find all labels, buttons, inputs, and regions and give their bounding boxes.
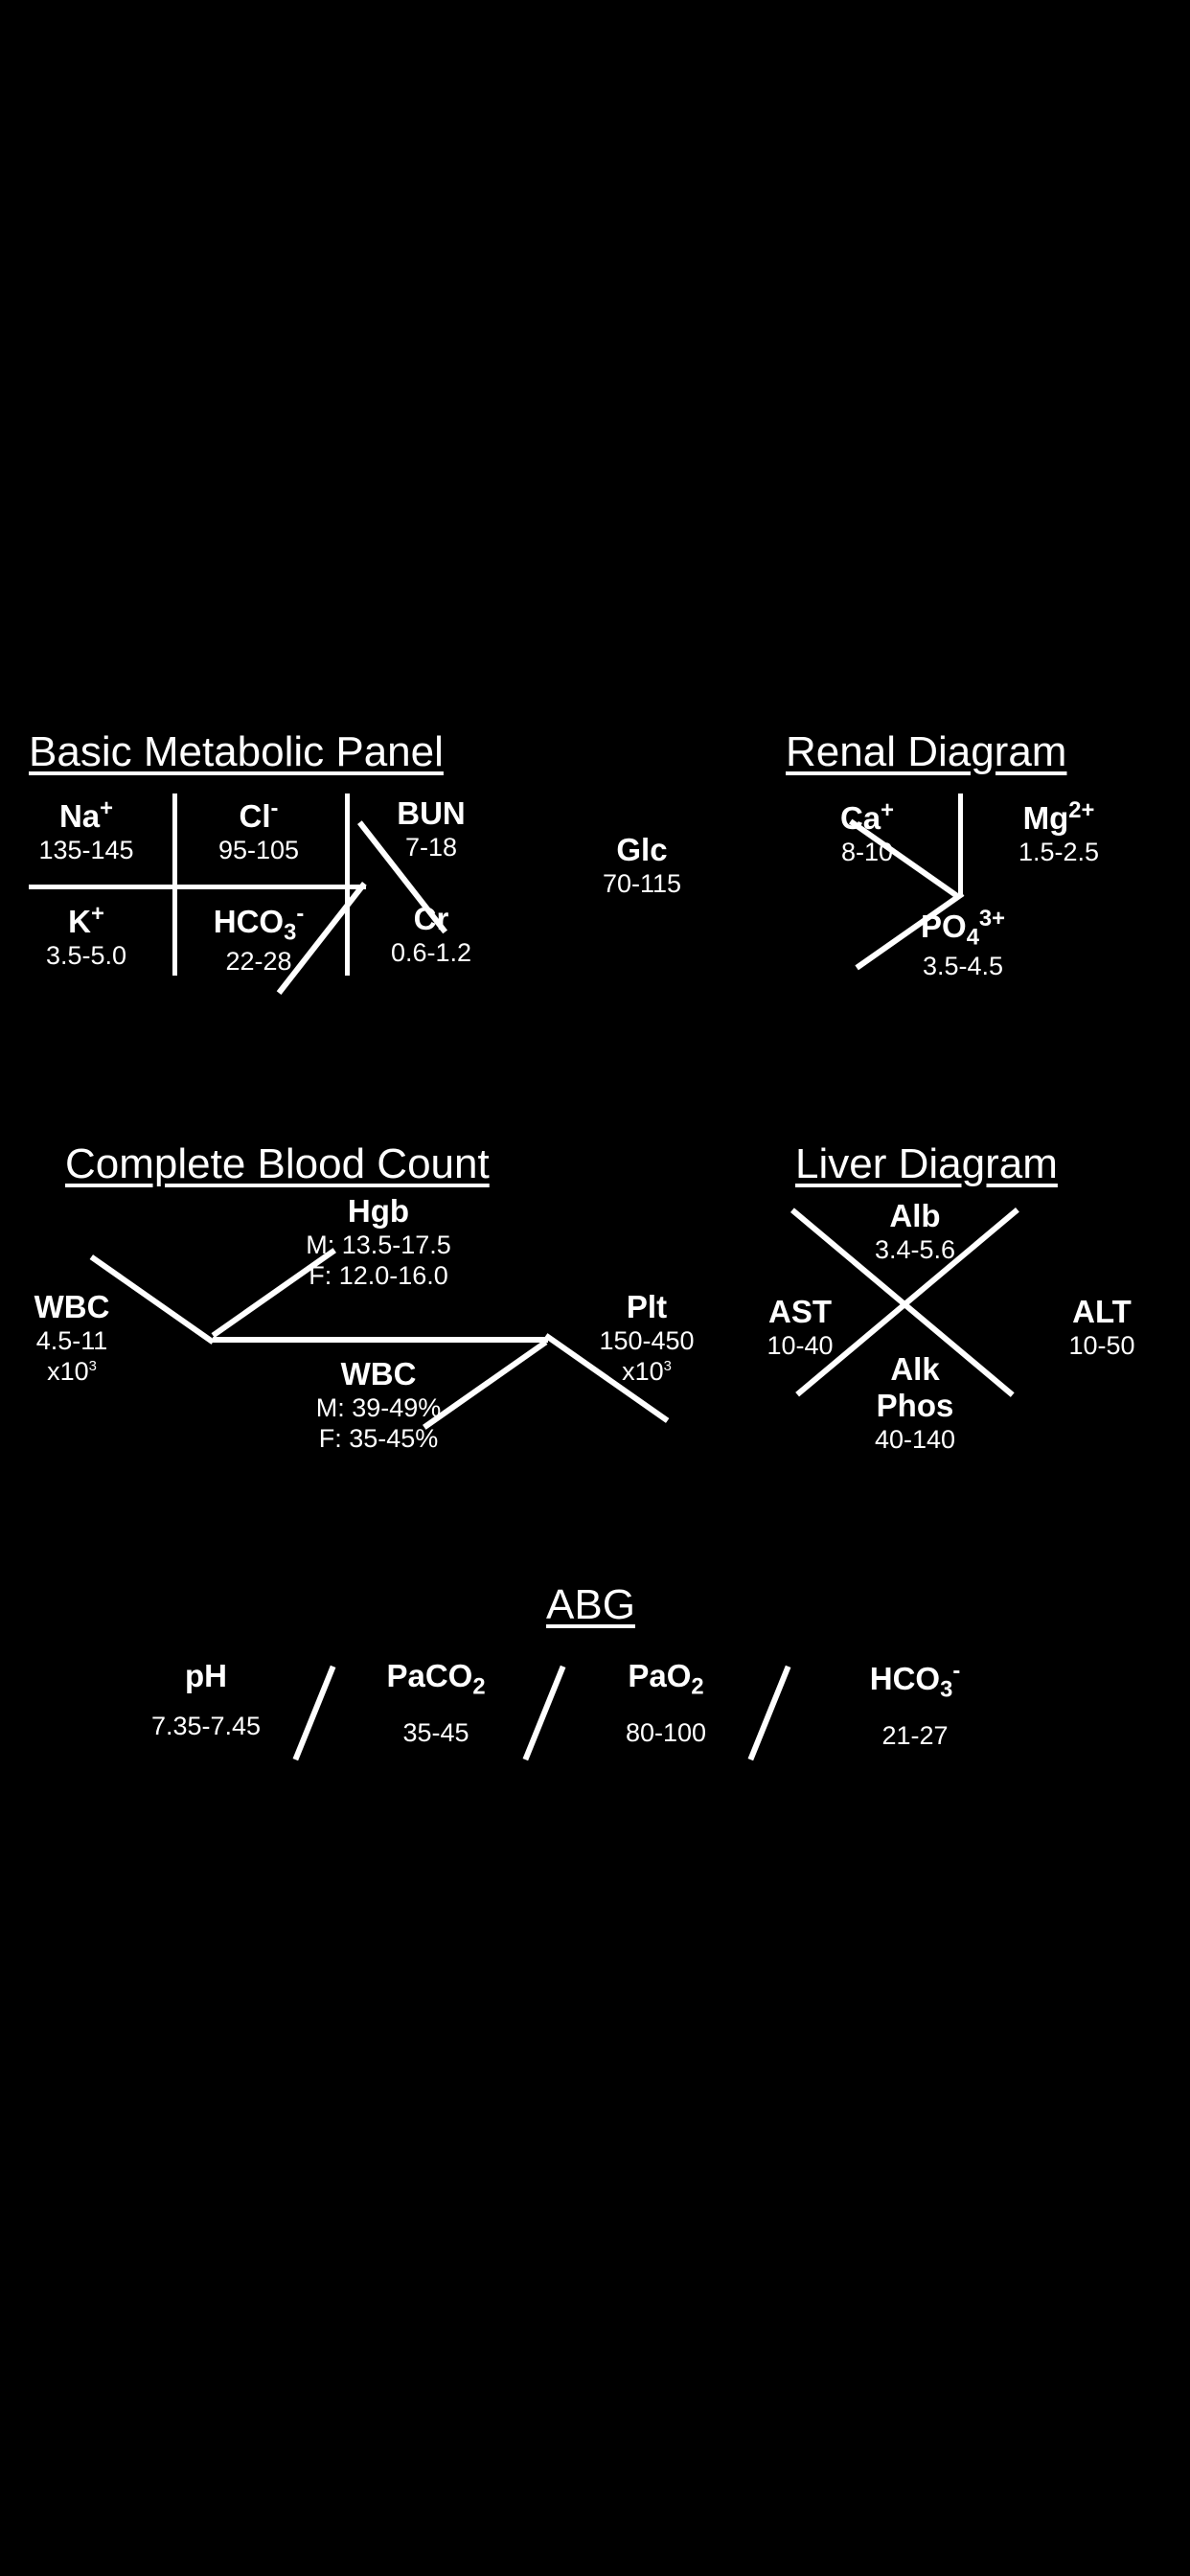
bmp-k-value: 3.5-5.0 — [45, 940, 127, 970]
renal-title: Renal Diagram — [786, 728, 1067, 775]
abg-item-ph — [105, 1658, 307, 1741]
liver-cell-alk-phos — [834, 1351, 996, 1455]
renal-vertical-line — [958, 794, 963, 894]
renal-cell-po4 — [877, 906, 1049, 981]
bmp-cr-label: Cr — [413, 901, 449, 936]
abg-ph-value: 7.35-7.45 — [150, 1712, 262, 1740]
bmp-k-label: K+ — [68, 901, 104, 939]
renal-diagram — [728, 728, 1179, 1112]
cbc-hgb-value-male: M: 13.5-17.5 — [306, 1230, 451, 1259]
abg-item-pao2 — [565, 1658, 767, 1748]
bmp-horizontal-line — [29, 885, 366, 889]
renal-po4-value: 3.5-4.5 — [922, 951, 1004, 980]
renal-cell-ca — [786, 797, 949, 867]
liver-alk-phos-label-line1: Alk — [890, 1351, 940, 1387]
liver-alk-phos-value: 40-140 — [874, 1424, 956, 1454]
renal-ca-value: 8-10 — [840, 837, 894, 866]
cbc-cell-wbc-diff — [220, 1356, 537, 1455]
cbc-wbc-unit: $x10^3$ — [47, 1357, 97, 1387]
renal-mg-value: 1.5-2.5 — [1018, 837, 1100, 866]
liver-cell-alb — [834, 1198, 996, 1265]
abg-ph-label: pH — [185, 1658, 227, 1693]
liver-cell-alt — [1016, 1294, 1188, 1361]
abg-item-hco3 — [805, 1658, 1025, 1751]
cbc-wbc-diff-value-male: M: 39-49% — [315, 1392, 442, 1422]
cbc-wbc-diff-value-female: F: 35-45% — [318, 1424, 439, 1454]
cbc-cell-wbc — [0, 1289, 153, 1388]
cbc-wbc-label: WBC — [34, 1289, 110, 1324]
bmp-na-label: Na+ — [58, 795, 114, 834]
abg-item-paco2 — [335, 1658, 537, 1748]
abg-pao2-value: 80-100 — [625, 1717, 707, 1747]
cbc-cell-plt — [561, 1289, 733, 1388]
bmp-na-value: 135-145 — [38, 835, 134, 864]
bmp-cl-label: Cl- — [239, 795, 279, 834]
bmp-hco3-label: $HCO_3^-$ — [213, 901, 305, 946]
liver-diagram — [728, 1140, 1188, 1524]
complete-blood-count — [0, 1140, 695, 1543]
cbc-plt-value: 150-450 — [599, 1325, 695, 1355]
cbc-title: Complete Blood Count — [65, 1140, 490, 1187]
liver-title: Liver Diagram — [795, 1140, 1058, 1187]
renal-ca-label: Ca+ — [839, 797, 895, 836]
liver-alb-value: 3.4-5.6 — [874, 1234, 956, 1264]
basic-metabolic-panel — [29, 728, 682, 1092]
bmp-cell-bun — [355, 795, 508, 862]
bmp-cell-cl — [182, 795, 335, 865]
bmp-cell-hco3 — [182, 901, 335, 977]
liver-ast-value: 10-40 — [767, 1330, 834, 1360]
liver-alb-label: Alb — [889, 1198, 941, 1233]
cbc-hgb-label: Hgb — [347, 1193, 410, 1229]
cbc-plt-label: Plt — [626, 1289, 668, 1324]
bmp-glc-label: Glc — [616, 832, 668, 867]
cbc-wbc-diff-label: WBC — [340, 1356, 417, 1392]
bmp-cell-k — [10, 901, 163, 971]
abg-pao2-label: PaO$_2$ — [628, 1658, 704, 1700]
renal-cell-mg — [973, 797, 1145, 867]
bmp-cell-glc — [565, 832, 719, 899]
renal-po4-label: $PO_4^{3+}$ — [921, 906, 1005, 951]
abg-paco2-value: 35-45 — [402, 1717, 469, 1747]
cbc-cell-hgb — [220, 1193, 537, 1292]
liver-alk-phos-label-line2: Phos — [876, 1387, 954, 1423]
abg-hco3-label: $HCO_3^-$ — [869, 1658, 961, 1703]
bmp-glc-value: 70-115 — [602, 868, 682, 898]
bmp-hco3-value: 22-28 — [225, 946, 292, 976]
bmp-bun-label: BUN — [397, 795, 466, 831]
cbc-hgb-value-female: F: 12.0-16.0 — [309, 1261, 448, 1291]
bmp-bun-value: 7-18 — [404, 832, 458, 862]
renal-mg-label: $Mg^{2+}$ — [1022, 797, 1095, 836]
liver-alt-label: ALT — [1072, 1294, 1132, 1329]
bmp-cr-value: 0.6-1.2 — [390, 937, 472, 967]
abg-panel — [0, 1581, 1190, 1850]
abg-title: ABG — [546, 1581, 635, 1628]
liver-alt-value: 10-50 — [1068, 1330, 1135, 1360]
bmp-cl-value: 95-105 — [217, 835, 300, 864]
cbc-horizontal-line — [213, 1337, 548, 1343]
cbc-plt-unit: $x10^3$ — [622, 1357, 672, 1387]
liver-ast-label: AST — [768, 1294, 832, 1329]
bmp-title: Basic Metabolic Panel — [29, 728, 444, 775]
abg-paco2-label: PaCO$_2$ — [386, 1658, 486, 1700]
abg-hco3-value: 21-27 — [881, 1720, 949, 1750]
cbc-wbc-value: 4.5-11 — [35, 1325, 108, 1355]
bmp-cell-na — [10, 795, 163, 865]
bmp-cell-cr — [355, 901, 508, 968]
